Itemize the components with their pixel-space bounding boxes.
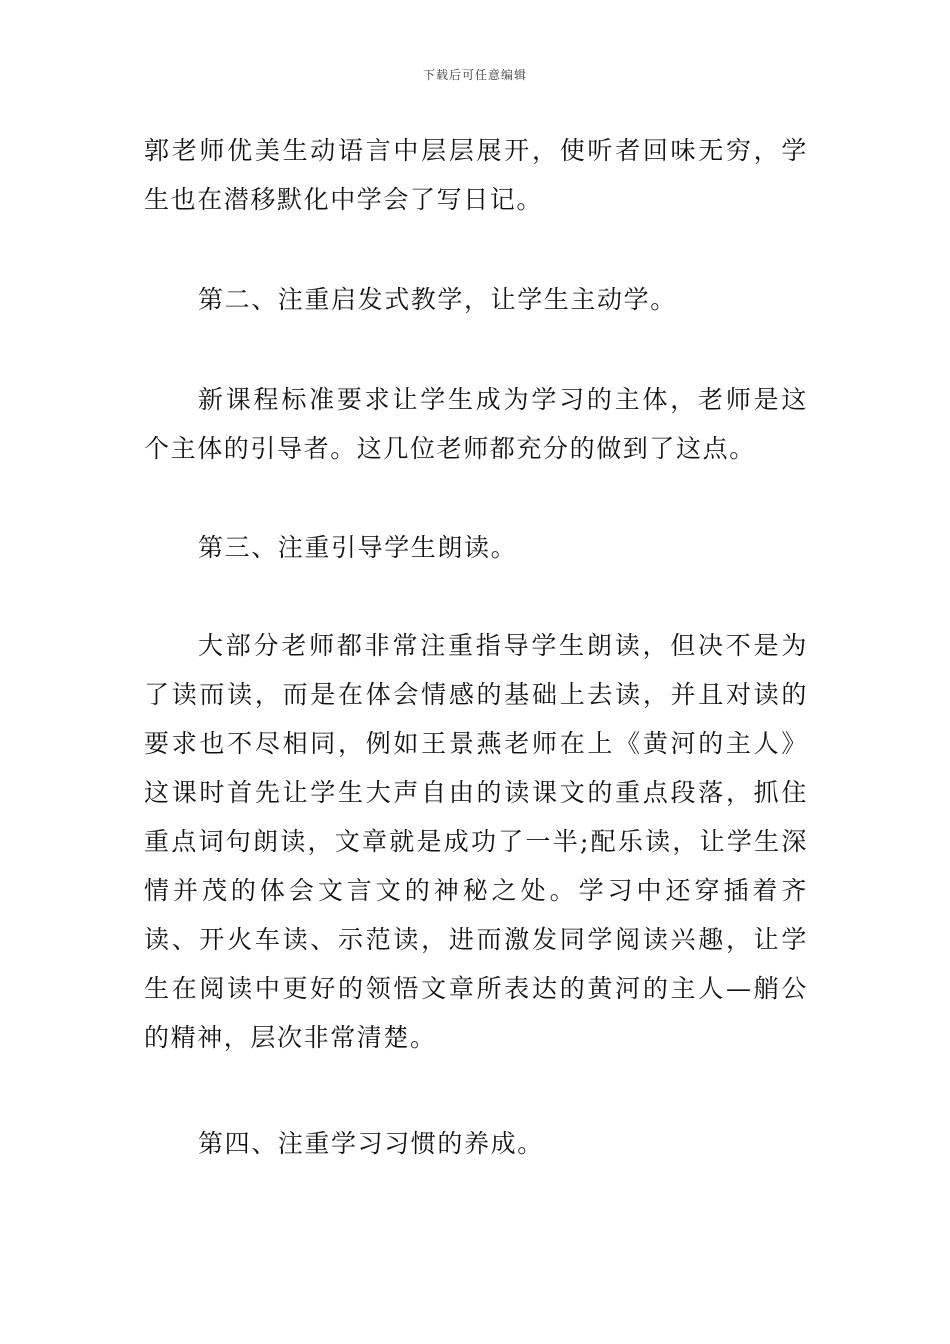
paragraph-continuation (144, 126, 808, 224)
paragraph-2: 第二、注重启发式教学，让学生主动学。 (198, 285, 677, 314)
paragraph-5: 大部分老师都非常注重指导学生朗读，但决不是为了读而读，而是在体会情感的基础上去读，并且对读的要求也不尽相同，例如王景燕老师在上《黄河的主人》这课时首先让学生大声自由的读课文的重点段落，抓住重点词句朗读，文章就是成功了一半;配乐读，让学生深情并茂的体会文言文的神秘之处。学习中还穿插着齐读、开火车读、示范读，进而激发同学阅读兴趣，让学生在阅读中更好的领悟文章所表达的黄河的主人—艄公的精神，层次非常清楚。 (144, 631, 808, 1052)
paragraph-block-3 (144, 375, 808, 473)
page-header: 下载后可任意编辑 (422, 68, 527, 82)
paragraph-block-5 (144, 621, 808, 1062)
paragraph-1: 郭老师优美生动语言中层层展开，使听者回味无穷，学生也在潜移默化中学会了写日记。 (144, 136, 808, 214)
paragraph-6: 第四、注重学习习惯的养成。 (198, 1129, 544, 1158)
paragraph-3: 新课程标准要求让学生成为学习的主体，老师是这个主体的引导者。这几位老师都充分的做到了这点。 (144, 385, 808, 463)
paragraph-4: 第三、注重引导学生朗读。 (198, 533, 518, 562)
section-heading-4 (144, 1119, 808, 1168)
section-heading-2 (144, 275, 808, 324)
section-heading-3 (144, 523, 808, 572)
